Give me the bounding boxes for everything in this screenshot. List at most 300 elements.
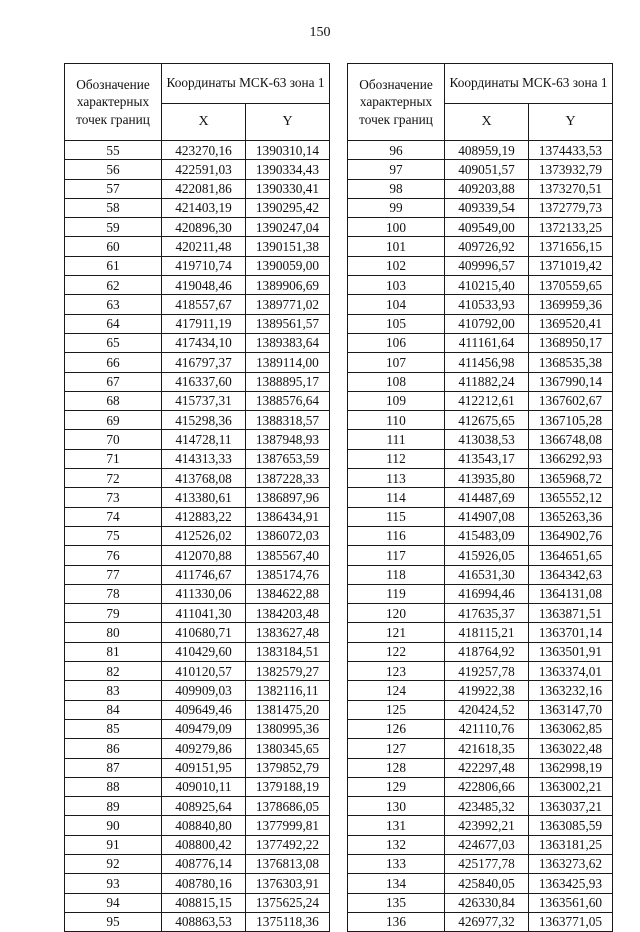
table-row	[348, 469, 613, 488]
y-coordinate-cell: 1375118,36	[246, 912, 330, 931]
point-number-cell: 63	[65, 295, 162, 314]
y-coordinate-cell: 1383627,48	[246, 623, 330, 642]
x-coordinate-cell: 420211,48	[162, 237, 246, 256]
point-number-cell: 96	[348, 141, 445, 160]
point-number-cell: 118	[348, 565, 445, 584]
x-coordinate-cell: 419048,46	[162, 276, 246, 295]
y-coordinate-cell: 1371656,15	[529, 237, 613, 256]
table-row	[65, 893, 330, 912]
y-coordinate-cell: 1369959,36	[529, 295, 613, 314]
x-coordinate-cell: 415926,05	[445, 546, 529, 565]
y-coordinate-cell: 1379188,19	[246, 777, 330, 796]
table-row	[348, 662, 613, 681]
x-coordinate-cell: 418115,21	[445, 623, 529, 642]
point-number-cell: 104	[348, 295, 445, 314]
x-coordinate-cell: 409996,57	[445, 256, 529, 275]
y-coordinate-cell: 1389561,57	[246, 314, 330, 333]
table-row	[348, 526, 613, 545]
table-row	[348, 276, 613, 295]
x-coordinate-cell: 413038,53	[445, 430, 529, 449]
x-coordinate-cell: 419710,74	[162, 256, 246, 275]
x-coordinate-cell: 408776,14	[162, 854, 246, 873]
x-coordinate-cell: 422806,66	[445, 777, 529, 796]
table-row	[65, 912, 330, 931]
point-number-cell: 73	[65, 488, 162, 507]
x-coordinate-cell: 412883,22	[162, 507, 246, 526]
point-number-cell: 89	[65, 797, 162, 816]
y-coordinate-cell: 1378686,05	[246, 797, 330, 816]
x-coordinate-cell: 409010,11	[162, 777, 246, 796]
y-coordinate-cell: 1390295,42	[246, 198, 330, 217]
y-coordinate-cell: 1363022,48	[529, 739, 613, 758]
x-coordinate-cell: 418764,92	[445, 642, 529, 661]
x-coordinate-cell: 421110,76	[445, 719, 529, 738]
point-number-cell: 74	[65, 507, 162, 526]
x-coordinate-cell: 422081,86	[162, 179, 246, 198]
point-number-cell: 94	[65, 893, 162, 912]
point-number-cell: 76	[65, 546, 162, 565]
point-number-cell: 121	[348, 623, 445, 642]
y-coordinate-cell: 1365263,36	[529, 507, 613, 526]
x-coordinate-cell: 409549,00	[445, 218, 529, 237]
x-coordinate-cell: 422297,48	[445, 758, 529, 777]
point-number-cell: 128	[348, 758, 445, 777]
coordinate-system-header: Координаты МСК-63 зона 1	[162, 64, 330, 104]
point-number-cell: 107	[348, 353, 445, 372]
table-row	[348, 430, 613, 449]
y-coordinate-cell: 1384622,88	[246, 584, 330, 603]
y-coordinate-cell: 1363501,91	[529, 642, 613, 661]
x-coordinate-cell: 408815,15	[162, 893, 246, 912]
y-coordinate-cell: 1385174,76	[246, 565, 330, 584]
table-row	[65, 314, 330, 333]
x-coordinate-cell: 421403,19	[162, 198, 246, 217]
y-coordinate-cell: 1380345,65	[246, 739, 330, 758]
x-coordinate-cell: 409726,92	[445, 237, 529, 256]
y-coordinate-cell: 1390334,43	[246, 160, 330, 179]
x-coordinate-cell: 412070,88	[162, 546, 246, 565]
table-row	[65, 797, 330, 816]
table-row	[348, 237, 613, 256]
table-row	[65, 218, 330, 237]
x-coordinate-cell: 412675,65	[445, 411, 529, 430]
table-row	[348, 912, 613, 931]
point-number-cell: 123	[348, 662, 445, 681]
table-row	[65, 584, 330, 603]
point-number-cell: 122	[348, 642, 445, 661]
x-coordinate-cell: 416797,37	[162, 353, 246, 372]
table-row	[348, 391, 613, 410]
x-coordinate-cell: 423485,32	[445, 797, 529, 816]
point-number-cell: 124	[348, 681, 445, 700]
y-column-header: Y	[529, 103, 613, 141]
x-column-header: X	[445, 103, 529, 141]
y-coordinate-cell: 1363232,16	[529, 681, 613, 700]
point-number-cell: 92	[65, 854, 162, 873]
x-coordinate-cell: 416994,46	[445, 584, 529, 603]
table-row	[348, 797, 613, 816]
table-row	[65, 411, 330, 430]
y-coordinate-cell: 1387948,93	[246, 430, 330, 449]
x-coordinate-cell: 416337,60	[162, 372, 246, 391]
x-coordinate-cell: 409051,57	[445, 160, 529, 179]
y-coordinate-cell: 1376303,91	[246, 874, 330, 893]
x-coordinate-cell: 425177,78	[445, 854, 529, 873]
table-row	[65, 430, 330, 449]
x-coordinate-cell: 417434,10	[162, 333, 246, 352]
table-row	[65, 198, 330, 217]
table-row	[65, 276, 330, 295]
table-row	[348, 141, 613, 160]
x-coordinate-cell: 414313,33	[162, 449, 246, 468]
table-row	[65, 160, 330, 179]
table-row	[348, 218, 613, 237]
x-coordinate-cell: 412212,61	[445, 391, 529, 410]
x-coordinate-cell: 426330,84	[445, 893, 529, 912]
designation-header: Обозначение характерных точек границ	[65, 64, 162, 141]
point-number-cell: 79	[65, 604, 162, 623]
x-coordinate-cell: 420896,30	[162, 218, 246, 237]
table-row	[65, 237, 330, 256]
point-number-cell: 117	[348, 546, 445, 565]
x-coordinate-cell: 419257,78	[445, 662, 529, 681]
y-coordinate-cell: 1371019,42	[529, 256, 613, 275]
point-number-cell: 81	[65, 642, 162, 661]
y-coordinate-cell: 1388318,57	[246, 411, 330, 430]
y-coordinate-cell: 1363002,21	[529, 777, 613, 796]
table-row	[348, 700, 613, 719]
table-row	[348, 604, 613, 623]
x-coordinate-cell: 422591,03	[162, 160, 246, 179]
y-coordinate-cell: 1370559,65	[529, 276, 613, 295]
y-coordinate-cell: 1387228,33	[246, 469, 330, 488]
point-number-cell: 83	[65, 681, 162, 700]
table-row	[348, 295, 613, 314]
y-coordinate-cell: 1363871,51	[529, 604, 613, 623]
table-row	[65, 507, 330, 526]
y-coordinate-cell: 1374433,53	[529, 141, 613, 160]
point-number-cell: 100	[348, 218, 445, 237]
y-coordinate-cell: 1366748,08	[529, 430, 613, 449]
y-coordinate-cell: 1372779,73	[529, 198, 613, 217]
point-number-cell: 112	[348, 449, 445, 468]
x-coordinate-cell: 418557,67	[162, 295, 246, 314]
point-number-cell: 99	[348, 198, 445, 217]
x-coordinate-cell: 411041,30	[162, 604, 246, 623]
table-row	[348, 835, 613, 854]
x-coordinate-cell: 409339,54	[445, 198, 529, 217]
point-number-cell: 90	[65, 816, 162, 835]
y-coordinate-cell: 1390059,00	[246, 256, 330, 275]
table-row	[65, 449, 330, 468]
x-coordinate-cell: 409151,95	[162, 758, 246, 777]
point-number-cell: 84	[65, 700, 162, 719]
y-coordinate-cell: 1386897,96	[246, 488, 330, 507]
page-number: 150	[309, 25, 331, 40]
x-coordinate-cell: 416531,30	[445, 565, 529, 584]
y-coordinate-cell: 1390330,41	[246, 179, 330, 198]
y-coordinate-cell: 1384203,48	[246, 604, 330, 623]
x-coordinate-cell: 423992,21	[445, 816, 529, 835]
point-number-cell: 56	[65, 160, 162, 179]
x-coordinate-cell: 410120,57	[162, 662, 246, 681]
x-coordinate-cell: 409909,03	[162, 681, 246, 700]
y-coordinate-cell: 1363181,25	[529, 835, 613, 854]
table-row	[348, 758, 613, 777]
table-row	[65, 565, 330, 584]
point-number-cell: 71	[65, 449, 162, 468]
point-number-cell: 127	[348, 739, 445, 758]
point-number-cell: 87	[65, 758, 162, 777]
point-number-cell: 62	[65, 276, 162, 295]
point-number-cell: 86	[65, 739, 162, 758]
point-number-cell: 80	[65, 623, 162, 642]
y-column-header: Y	[246, 103, 330, 141]
y-coordinate-cell: 1363425,93	[529, 874, 613, 893]
y-coordinate-cell: 1364342,63	[529, 565, 613, 584]
y-coordinate-cell: 1389114,00	[246, 353, 330, 372]
point-number-cell: 108	[348, 372, 445, 391]
point-number-cell: 113	[348, 469, 445, 488]
table-row	[348, 777, 613, 796]
point-number-cell: 129	[348, 777, 445, 796]
x-coordinate-cell: 415483,09	[445, 526, 529, 545]
point-number-cell: 110	[348, 411, 445, 430]
point-number-cell: 125	[348, 700, 445, 719]
table-row	[65, 874, 330, 893]
y-coordinate-cell: 1380995,36	[246, 719, 330, 738]
coordinates-table-left	[64, 63, 330, 932]
y-coordinate-cell: 1382579,27	[246, 662, 330, 681]
point-number-cell: 106	[348, 333, 445, 352]
table-row	[65, 141, 330, 160]
point-number-cell: 93	[65, 874, 162, 893]
point-number-cell: 136	[348, 912, 445, 931]
table-row	[348, 623, 613, 642]
x-coordinate-cell: 413768,08	[162, 469, 246, 488]
point-number-cell: 95	[65, 912, 162, 931]
table-row	[348, 411, 613, 430]
point-number-cell: 109	[348, 391, 445, 410]
point-number-cell: 126	[348, 719, 445, 738]
y-coordinate-cell: 1390310,14	[246, 141, 330, 160]
x-coordinate-cell: 411330,06	[162, 584, 246, 603]
point-number-cell: 77	[65, 565, 162, 584]
table-row	[65, 662, 330, 681]
x-coordinate-cell: 408800,42	[162, 835, 246, 854]
point-number-cell: 98	[348, 179, 445, 198]
x-coordinate-cell: 408780,16	[162, 874, 246, 893]
point-number-cell: 75	[65, 526, 162, 545]
table-row	[65, 758, 330, 777]
table-row	[348, 160, 613, 179]
x-coordinate-cell: 408863,53	[162, 912, 246, 931]
x-coordinate-cell: 410680,71	[162, 623, 246, 642]
point-number-cell: 78	[65, 584, 162, 603]
y-coordinate-cell: 1390247,04	[246, 218, 330, 237]
y-coordinate-cell: 1363374,01	[529, 662, 613, 681]
y-coordinate-cell: 1363701,14	[529, 623, 613, 642]
table-row	[348, 333, 613, 352]
table-row	[348, 507, 613, 526]
point-number-cell: 105	[348, 314, 445, 333]
x-coordinate-cell: 408959,19	[445, 141, 529, 160]
table-row	[348, 565, 613, 584]
x-coordinate-cell: 408840,80	[162, 816, 246, 835]
point-number-cell: 70	[65, 430, 162, 449]
x-coordinate-cell: 410792,00	[445, 314, 529, 333]
x-coordinate-cell: 410533,93	[445, 295, 529, 314]
table-row	[348, 314, 613, 333]
point-number-cell: 68	[65, 391, 162, 410]
point-number-cell: 119	[348, 584, 445, 603]
table-row	[65, 777, 330, 796]
x-coordinate-cell: 411161,64	[445, 333, 529, 352]
point-number-cell: 97	[348, 160, 445, 179]
y-coordinate-cell: 1363147,70	[529, 700, 613, 719]
point-number-cell: 66	[65, 353, 162, 372]
y-coordinate-cell: 1367602,67	[529, 391, 613, 410]
table-row	[65, 739, 330, 758]
x-coordinate-cell: 417911,19	[162, 314, 246, 333]
table-row	[348, 681, 613, 700]
table-row	[348, 739, 613, 758]
table-row	[65, 391, 330, 410]
y-coordinate-cell: 1368950,17	[529, 333, 613, 352]
x-coordinate-cell: 411882,24	[445, 372, 529, 391]
table-row	[348, 353, 613, 372]
y-coordinate-cell: 1389383,64	[246, 333, 330, 352]
table-row	[348, 449, 613, 468]
y-coordinate-cell: 1363561,60	[529, 893, 613, 912]
point-number-cell: 131	[348, 816, 445, 835]
table-row	[65, 642, 330, 661]
y-coordinate-cell: 1365552,12	[529, 488, 613, 507]
y-coordinate-cell: 1369520,41	[529, 314, 613, 333]
table-row	[65, 333, 330, 352]
y-coordinate-cell: 1377999,81	[246, 816, 330, 835]
table-row	[348, 816, 613, 835]
table-row	[65, 295, 330, 314]
point-number-cell: 120	[348, 604, 445, 623]
x-coordinate-cell: 410429,60	[162, 642, 246, 661]
x-coordinate-cell: 426977,32	[445, 912, 529, 931]
table-row	[65, 546, 330, 565]
y-coordinate-cell: 1387653,59	[246, 449, 330, 468]
point-number-cell: 58	[65, 198, 162, 217]
table-row	[65, 854, 330, 873]
y-coordinate-cell: 1388576,64	[246, 391, 330, 410]
y-coordinate-cell: 1385567,40	[246, 546, 330, 565]
table-row	[348, 372, 613, 391]
y-coordinate-cell: 1363273,62	[529, 854, 613, 873]
y-coordinate-cell: 1389771,02	[246, 295, 330, 314]
x-coordinate-cell: 415298,36	[162, 411, 246, 430]
point-number-cell: 59	[65, 218, 162, 237]
x-coordinate-cell: 412526,02	[162, 526, 246, 545]
point-number-cell: 91	[65, 835, 162, 854]
point-number-cell: 64	[65, 314, 162, 333]
x-coordinate-cell: 410215,40	[445, 276, 529, 295]
y-coordinate-cell: 1389906,69	[246, 276, 330, 295]
y-coordinate-cell: 1375625,24	[246, 893, 330, 912]
x-coordinate-cell: 415737,31	[162, 391, 246, 410]
table-row	[348, 179, 613, 198]
coordinate-system-header: Координаты МСК-63 зона 1	[445, 64, 613, 104]
x-coordinate-cell: 414728,11	[162, 430, 246, 449]
y-coordinate-cell: 1386434,91	[246, 507, 330, 526]
point-number-cell: 135	[348, 893, 445, 912]
point-number-cell: 101	[348, 237, 445, 256]
table-row	[65, 681, 330, 700]
y-coordinate-cell: 1376813,08	[246, 854, 330, 873]
table-row	[348, 854, 613, 873]
x-coordinate-cell: 408925,64	[162, 797, 246, 816]
table-row	[65, 719, 330, 738]
point-number-cell: 115	[348, 507, 445, 526]
x-coordinate-cell: 411746,67	[162, 565, 246, 584]
table-row	[348, 719, 613, 738]
y-coordinate-cell: 1377492,22	[246, 835, 330, 854]
y-coordinate-cell: 1364651,65	[529, 546, 613, 565]
point-number-cell: 116	[348, 526, 445, 545]
y-coordinate-cell: 1373932,79	[529, 160, 613, 179]
y-coordinate-cell: 1388895,17	[246, 372, 330, 391]
y-coordinate-cell: 1363037,21	[529, 797, 613, 816]
table-row	[348, 874, 613, 893]
point-number-cell: 67	[65, 372, 162, 391]
x-coordinate-cell: 424677,03	[445, 835, 529, 854]
point-number-cell: 69	[65, 411, 162, 430]
table-row	[348, 893, 613, 912]
point-number-cell: 103	[348, 276, 445, 295]
x-coordinate-cell: 417635,37	[445, 604, 529, 623]
y-coordinate-cell: 1390151,38	[246, 237, 330, 256]
point-number-cell: 72	[65, 469, 162, 488]
point-number-cell: 57	[65, 179, 162, 198]
x-coordinate-cell: 413380,61	[162, 488, 246, 507]
point-number-cell: 102	[348, 256, 445, 275]
coordinates-table-right	[347, 63, 613, 932]
point-number-cell: 134	[348, 874, 445, 893]
x-coordinate-cell: 423270,16	[162, 141, 246, 160]
y-coordinate-cell: 1362998,19	[529, 758, 613, 777]
table-row	[65, 526, 330, 545]
table-row	[348, 488, 613, 507]
table-row	[348, 198, 613, 217]
table-row	[65, 623, 330, 642]
table-row	[65, 353, 330, 372]
y-coordinate-cell: 1367990,14	[529, 372, 613, 391]
x-coordinate-cell: 413543,17	[445, 449, 529, 468]
point-number-cell: 82	[65, 662, 162, 681]
y-coordinate-cell: 1367105,28	[529, 411, 613, 430]
x-coordinate-cell: 414487,69	[445, 488, 529, 507]
table-row	[348, 584, 613, 603]
point-number-cell: 111	[348, 430, 445, 449]
table-row	[348, 642, 613, 661]
point-number-cell: 61	[65, 256, 162, 275]
y-coordinate-cell: 1365968,72	[529, 469, 613, 488]
point-number-cell: 85	[65, 719, 162, 738]
table-row	[65, 604, 330, 623]
table-row	[65, 469, 330, 488]
y-coordinate-cell: 1383184,51	[246, 642, 330, 661]
designation-header: Обозначение характерных точек границ	[348, 64, 445, 141]
x-coordinate-cell: 409279,86	[162, 739, 246, 758]
y-coordinate-cell: 1363062,85	[529, 719, 613, 738]
x-coordinate-cell: 414907,08	[445, 507, 529, 526]
